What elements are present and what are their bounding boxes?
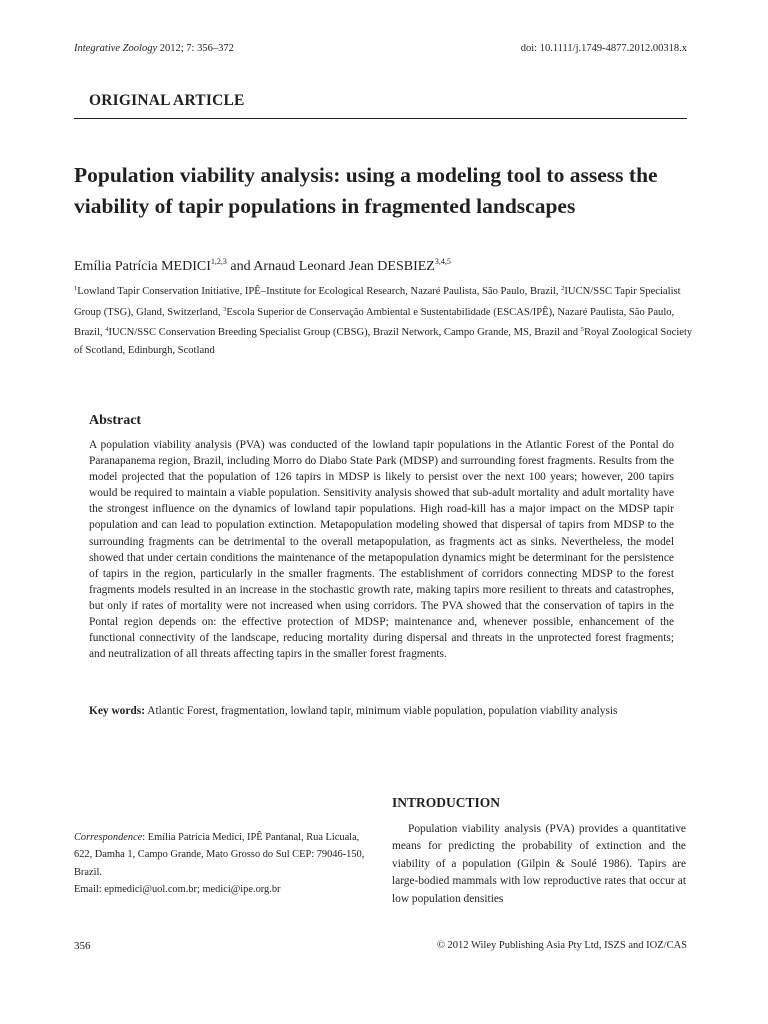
running-header-citation — [74, 43, 234, 54]
affiliation-text: IUCN/SSC Conservation Breeding Specialist Group (CBSG), Brazil Network, Campo Grande, MS, Brazil and — [108, 327, 581, 339]
affiliation-marker: 4 — [105, 326, 109, 334]
citation-volume-pages: 2012; 7: 356–372 — [157, 43, 234, 54]
affiliation-text: Lowland Tapir Conservation Initiative, IPÊ–Institute for Ecological Research, Nazaré Paulista, São Paulo, Brazil, — [77, 286, 562, 297]
introduction-body: Population viability analysis (PVA) provides a quantitative means for predicting the probability of extinction and the viability of a population (Gilpin & Soulé 1986). Tapirs are large-bodied mammals with low reproductive rates that occur at low population densities — [392, 823, 686, 905]
affiliation-text: IUCN/SSC Tapir Specialist Group (TSG), Gland, Switzerland, — [74, 286, 681, 318]
author-2: and Arnaud Leonard Jean DESBIEZ — [226, 259, 435, 274]
affiliation-marker: 2 — [561, 285, 565, 292]
author-1: Emília Patrícia MEDICI — [74, 259, 211, 274]
correspondence-label: Correspondence — [74, 832, 143, 843]
journal-name: Integrative Zoology — [74, 43, 158, 54]
affiliation-marker: 3 — [223, 305, 227, 313]
author-list — [74, 257, 451, 275]
keywords — [89, 703, 674, 719]
correspondence-note — [74, 829, 374, 899]
affiliations — [74, 280, 694, 359]
affiliation-text: Royal Zoological Society of Scotland, Edinburgh, Scotland — [74, 327, 693, 356]
keywords-text: Atlantic Forest, fragmentation, lowland tapir, minimum viable population, population viability analysis — [145, 705, 618, 717]
doi[interactable]: doi: 10.1111/j.1749-4877.2012.00318.x — [520, 43, 687, 54]
correspondence-address: : Emília Patrícia Medici, IPÊ Pantanal, Rua Licuala, 622, Damha 1, Campo Grande, Mato Grosso do Sul CEP: 79046-150, Brazil. — [74, 832, 365, 878]
header-divider — [74, 118, 687, 119]
copyright-notice: © 2012 Wiley Publishing Asia Pty Ltd, ISZS and IOZ/CAS — [436, 940, 687, 951]
keywords-label: Key words: — [89, 705, 145, 717]
affiliation-marker: 5 — [580, 326, 584, 334]
article-type-label: ORIGINAL ARTICLE — [89, 92, 245, 109]
affiliation-marker: 1 — [74, 285, 78, 292]
author-2-affiliations: 3,4,5 — [434, 257, 451, 266]
correspondence-email[interactable]: Email: epmedici@uol.com.br; medici@ipe.org.br — [74, 884, 281, 896]
abstract-body: A population viability analysis (PVA) was conducted of the lowland tapir populations in the Atlantic Forest of the Pontal do Paranapanema region, Brazil, including Morro do Diabo State Park (MDSP) and surrounding forest fragments. Results from the model projected that the population of 126 tapirs in MDSP is likely to persist over the next 100 years; however, 200 tapirs would be required to maintain a viable population. Sensitivity analysis showed that sub-adult mortality and adult mortality have the strongest influence on the dynamics of lowland tapir populations. High road-kill has a major impact on the MDSP tapir population and can lead to population extinction. Metapopulation modeling showed that dispersal of tapirs from MDSP to the surrounding fragments can be detrimental to the overall metapopulation, as fragments act as sinks. Nevertheless, the model showed that under certain conditions the maintenance of the metapopulation dynamics might be determinant for the persistence of tapirs in the region, particularly in the smaller fragments. The establishment of corridors connecting MDSP to the forest fragments models resulted in an increase in the stochastic growth rate, making tapirs more resilient to threats and catastrophes, but only if rates of mortality were not increased when using corridors. The PVA showed that the conservation of tapirs in the Pontal region depends on: the effective protection of MDSP; maintenance and, whenever possible, enhancement of the functional connectivity of the landscape, reducing mortality during dispersal and threats in the unprotected forest fragments; and neutralization of all threats affecting tapirs in the smaller forest fragments. — [89, 439, 674, 661]
abstract-heading: Abstract — [89, 413, 142, 428]
page-number: 356 — [74, 940, 91, 952]
article-title: Population viability analysis: using a modeling tool to assess the viability of tapir populations in fragmented landscapes — [74, 163, 658, 218]
introduction-heading: INTRODUCTION — [392, 795, 501, 810]
affiliation-text: Escola Superior de Conservação Ambiental e Sustentabilidade (ESCAS/IPÊ), Nazaré Paulista, São Paulo, Brazil, — [74, 306, 675, 339]
author-1-affiliations: 1,2,3 — [210, 257, 227, 266]
